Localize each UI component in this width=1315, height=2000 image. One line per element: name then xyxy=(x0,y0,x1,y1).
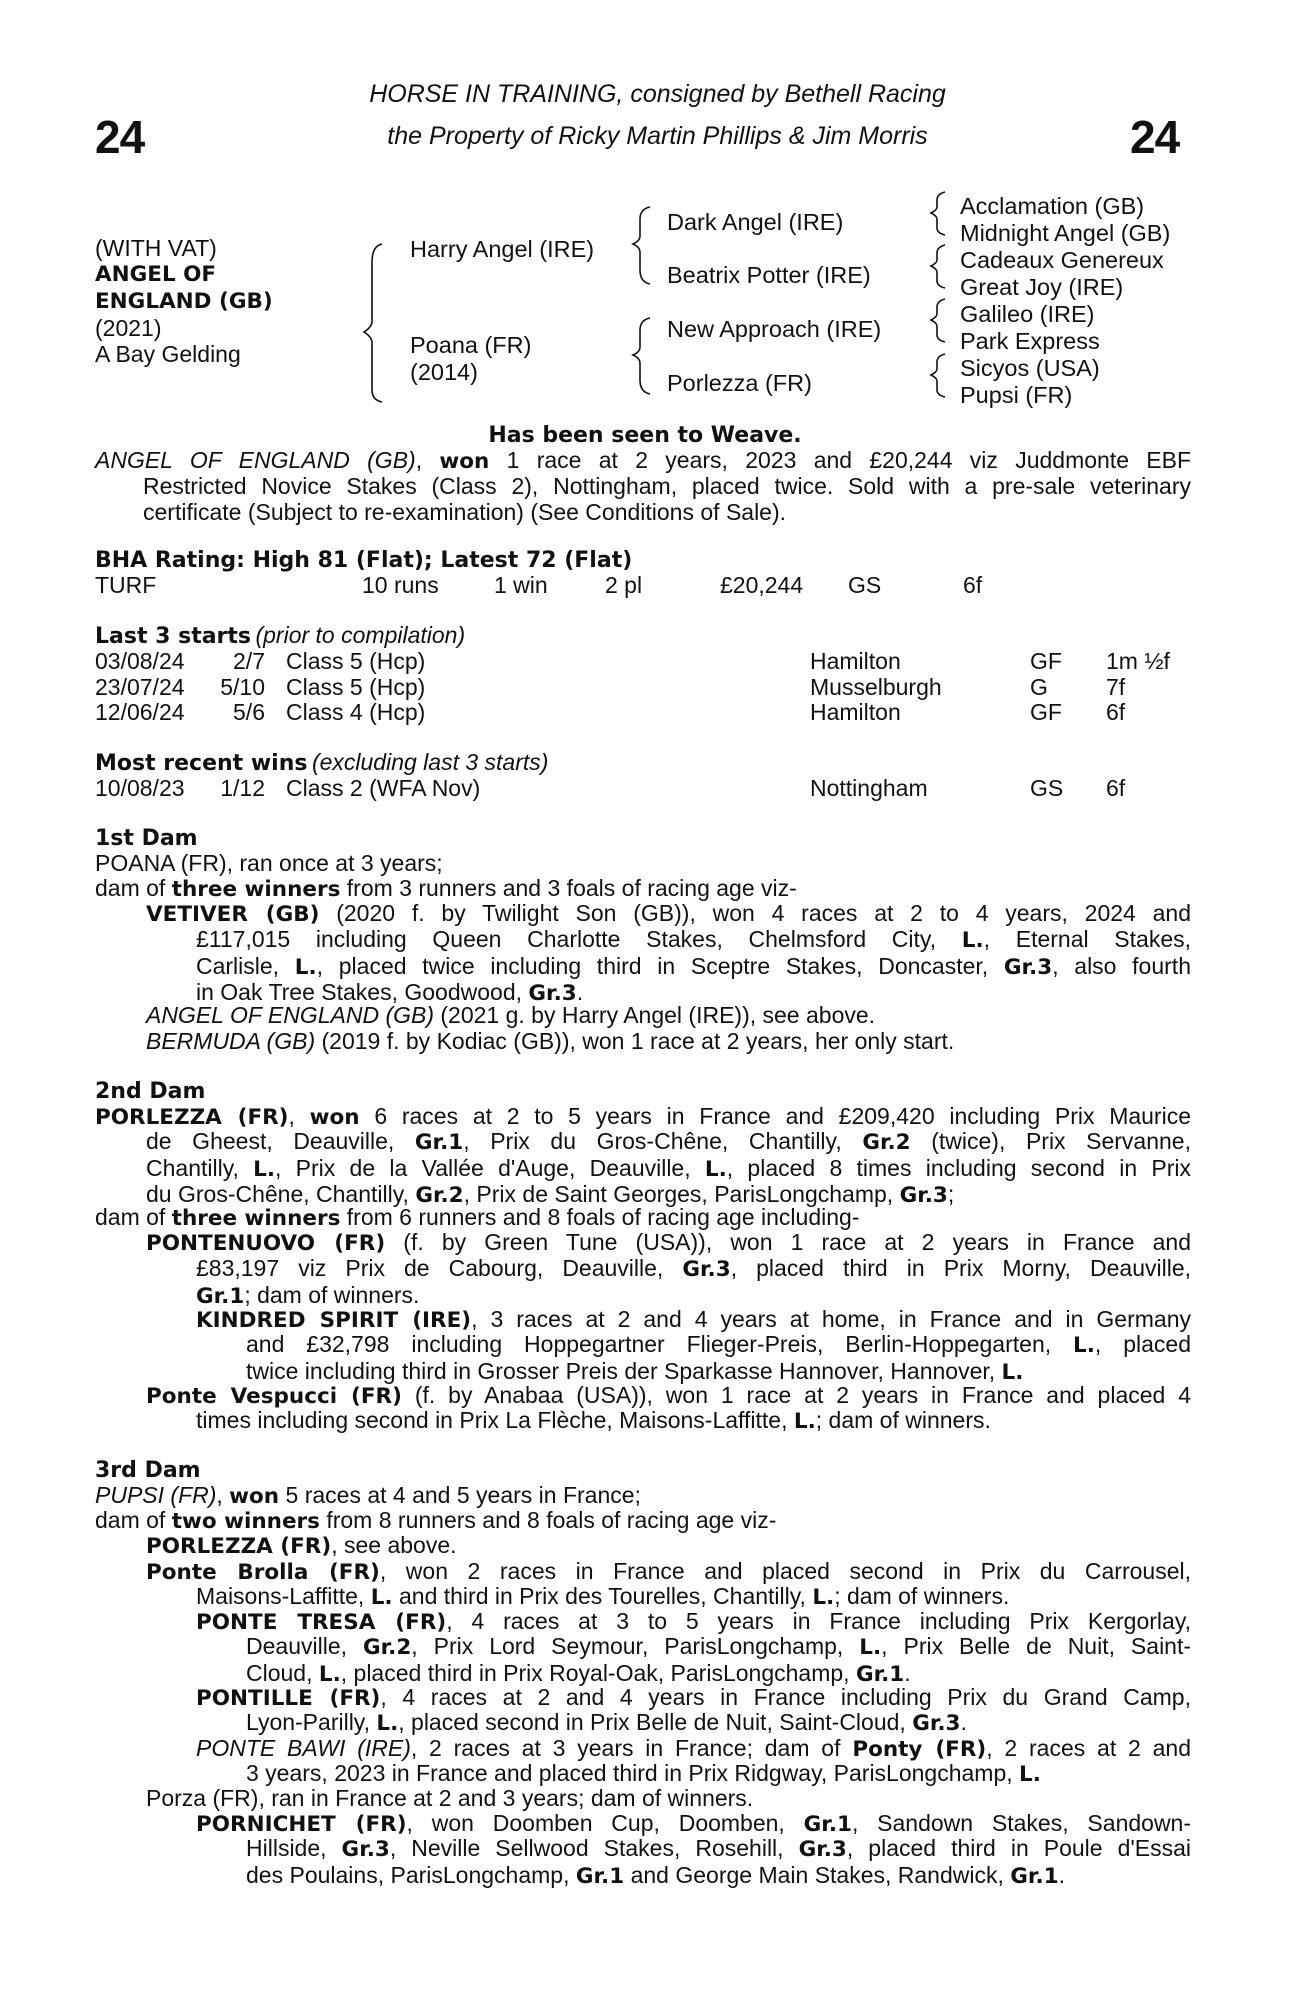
dam3-bawi-name: PONTE BAWI (IRE) xyxy=(196,1735,411,1761)
ggsire-2: Cadeaux Genereux xyxy=(960,247,1164,273)
last3-note: (prior to compilation) xyxy=(255,622,466,648)
labels-L: L. xyxy=(318,1661,341,1687)
dam2-l2c: (twice), Prix Servanne, xyxy=(931,1128,1191,1154)
vespucci-cont xyxy=(196,1408,991,1435)
dam3-pontille-l2a: Lyon-Parilly, xyxy=(246,1709,370,1735)
labels-gr2: Gr.2 xyxy=(862,1130,911,1155)
dam2-l5c: from 6 runners and 8 foals of racing age including- xyxy=(346,1204,860,1230)
recent-rows-0-pos: 1/12 xyxy=(220,775,265,801)
pontenuovo-cont xyxy=(196,1256,1191,1309)
labels-gr2: Gr.2 xyxy=(415,1183,464,1208)
rating-surface: TURF xyxy=(95,572,157,598)
dam3-brolla-l2b: and third in Prix des Tourelles, Chantilly, xyxy=(398,1583,806,1609)
dam3-tresa-l2b: , Prix Lord Seymour, ParisLongchamp, xyxy=(411,1633,844,1659)
last3-rows-1-course: Musselburgh xyxy=(810,673,942,700)
sire-dam: Beatrix Potter (IRE) xyxy=(667,262,871,288)
intro-cont xyxy=(143,474,1191,525)
intro-block: ANGEL OF ENGLAND (GB), won 1 race at 2 years, 2023 and £20,244 viz Juddmonte EBF xyxy=(95,447,1192,474)
last3-title: Last 3 starts xyxy=(95,624,252,649)
brace-sire xyxy=(633,207,650,284)
brace-g1 xyxy=(931,192,945,235)
dam2-l1: 6 races at 2 to 5 years in France and £209,420 including Prix Maurice xyxy=(374,1103,1191,1129)
dam3-won: won xyxy=(229,1484,280,1509)
recent-rows-0-cls: Class 2 (WFA Nov) xyxy=(286,775,481,801)
dam2-l2a: de Gheest, Deauville, xyxy=(146,1128,395,1154)
labels-gr1: Gr.1 xyxy=(855,1661,905,1687)
labels-gr1: Gr.1 xyxy=(414,1130,464,1155)
dam1-l2a: dam of xyxy=(95,875,166,901)
rating-wins: 1 win xyxy=(494,572,548,598)
recent-rows-0-date: 10/08/23 xyxy=(95,775,185,801)
labels-L: L. xyxy=(1073,1333,1095,1358)
dam3-bawi-l2a: 3 years, 2023 in France and placed third in Prix Ridgway, ParisLongchamp, xyxy=(246,1760,1013,1786)
rating-going: GS xyxy=(848,572,882,598)
dam3-pornichet-name: PORNICHET (FR) xyxy=(196,1812,407,1837)
dam1-l2c: from 3 runners and 3 foals of racing age viz- xyxy=(346,875,797,901)
ggsire-4: Sicyos (USA) xyxy=(960,355,1100,381)
labels-L: L. xyxy=(812,1585,835,1610)
dam1-vetiver-l2b: , Eternal Stakes, xyxy=(983,926,1192,952)
ggdam-2: Great Joy (IRE) xyxy=(960,274,1124,300)
dam3-pornichet-l1b: , Sandown Stakes, Sandown- xyxy=(851,1810,1192,1836)
last3-rows-0-cls: Class 5 (Hcp) xyxy=(286,648,426,674)
rating-prize: £20,244 xyxy=(720,572,804,598)
last3-rows-2-going: GF xyxy=(1030,699,1062,725)
brace-dam xyxy=(633,318,650,394)
ggsire-1: Acclamation (GB) xyxy=(960,193,1145,219)
dam2-l4a: du Gros-Chêne, Chantilly, xyxy=(146,1181,409,1207)
dam2-l5a: dam of xyxy=(95,1204,166,1230)
bawi-entry xyxy=(196,1736,1191,1763)
recent-rows-0-course: Nottingham xyxy=(810,775,928,801)
dam3-tresa-l3a: Cloud, xyxy=(246,1659,313,1686)
pontille-entry xyxy=(196,1685,1191,1712)
pontille-cont xyxy=(246,1710,967,1737)
dam3-tresa-l3c: . xyxy=(904,1659,911,1686)
dam3-tresa-l2a: Deauville, xyxy=(246,1633,347,1659)
dam1-vetiver-l3b: , placed twice including third in Sceptre Stakes, Doncaster, xyxy=(316,952,989,979)
labels-gr2: Gr.2 xyxy=(362,1635,412,1660)
horse-name-2: ENGLAND (GB) xyxy=(95,289,273,314)
last3-rows-1-going: G xyxy=(1030,673,1048,700)
dam2-l3c: , placed 8 times including second in Prix xyxy=(726,1154,1191,1181)
dam2-kindred-l2a: and £32,798 including Hoppegartner Flieger-Preis, Berlin-Hoppegarten, xyxy=(246,1331,1052,1357)
dam3-brolla-l2c: ; dam of winners. xyxy=(834,1583,1010,1609)
weave-note: Has been seen to Weave. xyxy=(488,423,802,448)
brace-g4 xyxy=(931,354,945,397)
ggsire-3: Galileo (IRE) xyxy=(960,301,1095,327)
dam3-pornichet-l3a: des Poulains, ParisLongchamp, xyxy=(246,1861,570,1888)
labels-L: L. xyxy=(1019,1762,1041,1787)
intro-line3: certificate (Subject to re-examination) (See Conditions of Sale). xyxy=(143,498,787,525)
kindred-entry xyxy=(196,1307,1191,1334)
intro-horse-name: ANGEL OF ENGLAND (GB) xyxy=(95,447,416,473)
dam2-vespucci-l2b: ; dam of winners. xyxy=(815,1407,991,1433)
dam3-tresa-l3b: , placed third in Prix Royal-Oak, ParisLongchamp, xyxy=(340,1659,850,1686)
last3-rows-2-course: Hamilton xyxy=(810,699,901,725)
dam1-l2b: three winners xyxy=(171,877,341,902)
dam2-produce-line xyxy=(95,1205,859,1232)
labels-L: L. xyxy=(370,1585,393,1610)
labels-gr3: Gr.3 xyxy=(682,1257,731,1282)
last3-rows-1-cls: Class 5 (Hcp) xyxy=(286,673,426,700)
dam2-title: 2nd Dam xyxy=(95,1079,206,1104)
labels-L: L. xyxy=(793,1409,816,1434)
last3-rows-0-date: 03/08/24 xyxy=(95,648,185,674)
dam1-bermuda-name: BERMUDA (GB) xyxy=(146,1028,316,1054)
recent-title: Most recent wins xyxy=(95,751,308,776)
dam1-vetiver-l3c: , also fourth xyxy=(1052,952,1191,979)
labels-gr3: Gr.3 xyxy=(912,1711,961,1736)
dam3-name: PUPSI (FR) xyxy=(95,1482,217,1508)
pornichet-entry xyxy=(196,1811,1191,1838)
dam2-pontenuovo-l3b: ; dam of winners. xyxy=(244,1281,420,1308)
labels-L: L. xyxy=(253,1156,276,1182)
dam1-title: 1st Dam xyxy=(95,826,198,851)
dam1-vetiver-gr3: Gr.3 xyxy=(1003,954,1053,980)
dam2-l3a: Chantilly, xyxy=(146,1154,239,1181)
dam1-vetiver-l2: £117,015 including Queen Charlotte Stakes, Chelmsford City, xyxy=(196,926,937,952)
dam2-vespucci-name: Ponte Vespucci (FR) xyxy=(146,1384,402,1409)
lot-number-left: 24 xyxy=(95,111,145,163)
dam3-pornichet-l2a: Hillside, xyxy=(246,1835,327,1861)
labels-gr1: Gr.1 xyxy=(803,1812,852,1837)
dam1-vetiver-l4a: in Oak Tree Stakes, Goodwood, xyxy=(196,979,523,1005)
brace-main xyxy=(364,244,382,402)
dam3-pontille-name: PONTILLE (FR) xyxy=(196,1686,381,1711)
dam: Poana (FR) xyxy=(410,332,532,358)
dam1-vetiver-l1: (2020 f. by Twilight Son (GB)), won 4 races at 2 to 4 years, 2024 and xyxy=(336,900,1192,926)
dam3-brolla-name: Ponte Brolla (FR) xyxy=(146,1560,380,1585)
brace-g3 xyxy=(931,299,945,342)
dam2-cont xyxy=(146,1129,1191,1209)
consignor-line: HORSE IN TRAINING, consigned by Bethell Racing xyxy=(369,80,946,108)
dam2-kindred-l1: , 3 races at 2 and 4 years at home, in France and in Germany xyxy=(471,1306,1191,1332)
dam2-l3b: , Prix de la Vallée d'Auge, Deauville, xyxy=(275,1154,691,1181)
last3-rows-2-cls: Class 4 (Hcp) xyxy=(286,699,426,725)
rating-placed: 2 pl xyxy=(605,572,643,598)
rating-runs: 10 runs xyxy=(362,572,439,598)
vespucci-entry xyxy=(146,1383,1191,1410)
dam3-pontille-l2c: . xyxy=(960,1709,967,1735)
dam3-brolla-l2a: Maisons-Laffitte, xyxy=(196,1583,365,1609)
dam2-pontenuovo-l2a: £83,197 viz Prix de Cabourg, Deauville, xyxy=(196,1255,664,1281)
labels-gr1: Gr.1 xyxy=(1010,1863,1059,1889)
dam1-line1: POANA (FR), ran once at 3 years; xyxy=(95,850,443,876)
intro-line2: Restricted Novice Stakes (Class 2), Nottingham, placed twice. Sold with a pre-sale veterinary xyxy=(143,473,1191,499)
pontenuovo-entry xyxy=(146,1230,1191,1257)
last3-rows-0-going: GF xyxy=(1030,648,1062,674)
porza-entry: Porza (FR), ran in France at 2 and 3 years; dam of winners. xyxy=(146,1785,754,1811)
dam-dam: Porlezza (FR) xyxy=(667,370,812,396)
dam-sire: New Approach (IRE) xyxy=(667,316,882,342)
dam1-bermuda-rest: (2019 f. by Kodiac (GB)), won 1 race at 2 years, her only start. xyxy=(321,1028,955,1054)
tresa-cont xyxy=(246,1634,1191,1687)
recent-rows-0-dist: 6f xyxy=(1106,775,1126,801)
dam1-vetiver-l4c: . xyxy=(576,979,584,1005)
dam2-name: PORLEZZA (FR) xyxy=(95,1105,289,1130)
vat-label: (WITH VAT) xyxy=(95,235,217,261)
dam3-title: 3rd Dam xyxy=(95,1458,201,1483)
labels-gr3: Gr.3 xyxy=(798,1837,847,1862)
foal-year: (2021) xyxy=(95,315,162,341)
dam3-pornichet-l2b: , Neville Sellwood Stakes, Rosehill, xyxy=(389,1835,784,1861)
dam2-kindred-l2b: , placed xyxy=(1094,1331,1192,1357)
dam2-gr3: Gr.3 xyxy=(899,1183,948,1208)
dam-year: (2014) xyxy=(410,359,478,385)
dam1-line2 xyxy=(95,876,797,903)
last3-rows-0-course: Hamilton xyxy=(810,648,901,674)
dam3-tresa-l1: , 4 races at 3 to 5 years in France including Prix Kergorlay, xyxy=(446,1608,1192,1634)
porlezza-entry xyxy=(146,1533,457,1560)
dam2-vespucci-l1: (f. by Anabaa (USA)), won 1 race at 2 years in France and placed 4 xyxy=(414,1382,1192,1408)
dam3-porlezza-rest: , see above. xyxy=(331,1532,457,1558)
horse-name-1: ANGEL OF xyxy=(95,262,217,287)
recent-heading xyxy=(95,750,548,776)
bermuda-entry xyxy=(146,1029,954,1055)
horse-description: A Bay Gelding xyxy=(95,341,241,367)
dam3-pornichet-l2c: , placed third in Poule d'Essai xyxy=(846,1835,1192,1861)
dam1-vetiver-l3a: Carlisle, xyxy=(196,952,280,979)
brace-g2 xyxy=(931,245,945,288)
intro-won: won xyxy=(439,449,490,474)
labels-gr1: Gr.1 xyxy=(196,1283,245,1309)
property-line: the Property of Ricky Martin Phillips & Jim Morris xyxy=(387,122,928,150)
aoe-entry xyxy=(146,1003,875,1029)
labels-gr1: Gr.1 xyxy=(575,1863,625,1889)
ggdam-1: Midnight Angel (GB) xyxy=(960,220,1171,246)
intro-line1: 1 race at 2 years, 2023 and £20,244 viz Juddmonte EBF xyxy=(506,447,1192,473)
labels-L: L. xyxy=(1001,1359,1024,1385)
ggdam-4: Pupsi (FR) xyxy=(960,382,1073,408)
sire-sire: Dark Angel (IRE) xyxy=(667,209,844,235)
dam3-pornichet-l3c: . xyxy=(1058,1861,1065,1888)
lot-number-right: 24 xyxy=(1130,111,1180,163)
brolla-entry xyxy=(146,1559,1191,1586)
dam3-line1: PUPSI (FR), won 5 races at 4 and 5 years in France; xyxy=(95,1482,641,1509)
brolla-cont xyxy=(196,1584,1009,1611)
dam3-pornichet-l3b: and George Main Stakes, Randwick, xyxy=(630,1861,1004,1888)
dam2-l5b: three winners xyxy=(171,1206,341,1231)
dam3-l2b: two winners xyxy=(171,1509,320,1534)
dam2-pontenuovo-name: PONTENUOVO (FR) xyxy=(146,1231,386,1256)
dam3-bawi-l1a: , 2 races at 3 years in France; dam of xyxy=(410,1735,841,1761)
dam2-pontenuovo-l1: (f. by Green Tune (USA)), won 1 race at 2 years in France and xyxy=(403,1229,1192,1255)
labels-L: L. xyxy=(704,1156,727,1182)
kindred-cont xyxy=(246,1332,1191,1385)
ggdam-3: Park Express xyxy=(960,328,1100,354)
dam3-l2c: from 8 runners and 8 foals of racing age viz- xyxy=(326,1507,777,1533)
dam2-l4c: ; xyxy=(947,1181,955,1207)
last3-rows-1-dist: 7f xyxy=(1106,673,1126,700)
dam3-bawi-l1b: , 2 races at 2 and xyxy=(986,1735,1192,1761)
dam1-aoe-rest: (2021 g. by Harry Angel (IRE)), see above. xyxy=(440,1002,876,1028)
pornichet-cont xyxy=(246,1836,1191,1889)
last3-rows-0-dist: 1m ½f xyxy=(1106,648,1170,674)
dam1-vetiver-name: VETIVER (GB) xyxy=(146,902,320,927)
rating-title: BHA Rating: High 81 (Flat); Latest 72 (Flat) xyxy=(95,548,633,573)
dam3-brolla-l1: , won 2 races in France and placed second in Prix du Carrousel, xyxy=(379,1558,1191,1584)
dam3-l2a: dam of xyxy=(95,1507,166,1533)
last3-rows-1-pos: 5/10 xyxy=(220,673,265,700)
bawi-cont xyxy=(246,1761,1041,1788)
dam2-pontenuovo-l2b: , placed third in Prix Morny, Deauville, xyxy=(730,1255,1191,1281)
dam2-l4b: , Prix de Saint Georges, ParisLongchamp, xyxy=(463,1181,894,1207)
labels-L: L. xyxy=(859,1635,882,1660)
dam3-pontille-l2b: , placed second in Prix Belle de Nuit, Saint-Cloud, xyxy=(398,1709,906,1735)
labels-L: L. xyxy=(961,928,984,953)
labels-L: L. xyxy=(376,1711,399,1736)
dam3-tresa-name: PONTE TRESA (FR) xyxy=(196,1610,447,1635)
last3-rows-1-date: 23/07/24 xyxy=(95,673,185,700)
last3-rows-2-dist: 6f xyxy=(1106,699,1126,725)
dam2-vespucci-l2a: times including second in Prix La Flèche, Maisons-Laffitte, xyxy=(196,1407,788,1433)
labels-gr3: Gr.3 xyxy=(341,1837,390,1862)
dam2-kindred-name: KINDRED SPIRIT (IRE) xyxy=(196,1308,472,1333)
dam2-won: won xyxy=(309,1105,360,1130)
labels-L: L. xyxy=(294,954,317,980)
vetiver-cont xyxy=(196,927,1191,1007)
last3-rows-0-pos: 2/7 xyxy=(233,648,265,674)
dam2-l2b: , Prix du Gros-Chêne, Chantilly, xyxy=(463,1128,842,1154)
recent-note: (excluding last 3 starts) xyxy=(311,749,549,775)
dam3-tresa-l2c: , Prix Belle de Nuit, Saint- xyxy=(881,1633,1192,1659)
dam3-l1: 5 races at 4 and 5 years in France; xyxy=(285,1482,641,1508)
dam3-pornichet-l1a: , won Doomben Cup, Doomben, xyxy=(406,1810,785,1836)
recent-rows-0-going: GS xyxy=(1030,775,1064,801)
dam3-pontille-l1: , 4 races at 2 and 4 years in France including Prix du Grand Camp, xyxy=(380,1684,1191,1710)
dam2-kindred-l3a: twice including third in Grosser Preis der Sparkasse Hannover, Hannover, xyxy=(246,1357,996,1384)
dam3-line2 xyxy=(95,1508,776,1535)
dam1-aoe-name: ANGEL OF ENGLAND (GB) xyxy=(146,1002,434,1028)
dam2-head: PORLEZZA (FR), won 6 races at 2 to 5 years in France and £209,420 including Prix Maurice xyxy=(95,1103,1191,1130)
sire: Harry Angel (IRE) xyxy=(410,236,595,262)
last3-heading xyxy=(95,623,465,649)
rating-dist: 6f xyxy=(963,572,983,598)
last3-rows-2-pos: 5/6 xyxy=(233,699,265,725)
dam3-bawi-ponty: Ponty (FR) xyxy=(852,1737,987,1762)
labels-gr3: Gr.3 xyxy=(528,981,577,1006)
vetiver-entry xyxy=(146,901,1191,928)
dam3-porlezza-name: PORLEZZA (FR) xyxy=(146,1534,332,1559)
last3-rows-2-date: 12/06/24 xyxy=(95,699,185,725)
tresa-entry xyxy=(196,1609,1191,1636)
